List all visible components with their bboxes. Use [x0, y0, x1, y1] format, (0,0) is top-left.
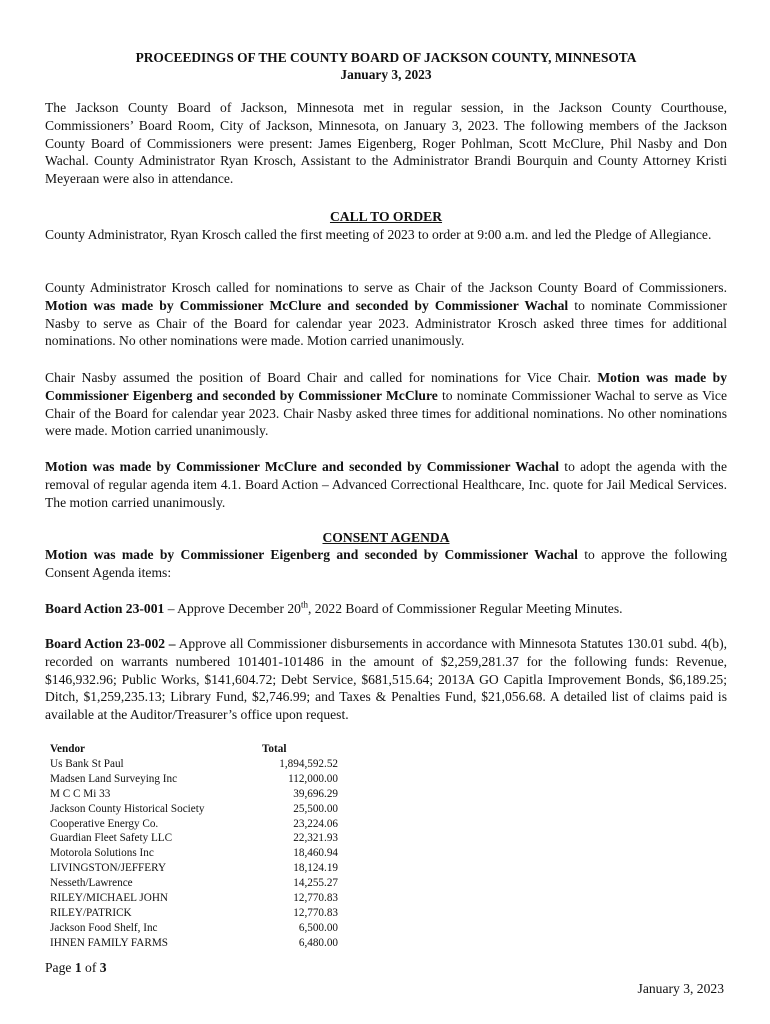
vendor-cell: Madsen Land Surveying Inc	[50, 772, 178, 785]
total-cell: 12,770.83	[293, 892, 338, 905]
board-action-001-rest: , 2022 Board of Commissioner Regular Meeting Minutes.	[308, 601, 623, 616]
total-cell: 6,500.00	[298, 921, 338, 934]
total-cell: 22,321.93	[293, 832, 338, 845]
chair-motion: Motion was made by Commissioner McClure and seconded by Commissioner Wachal	[45, 297, 569, 313]
consent-motion: Motion was made by Commissioner Eigenberg and seconded by Commissioner Wachal	[45, 547, 578, 562]
consent-agenda-heading: CONSENT AGENDA	[322, 530, 450, 545]
agenda-motion: Motion was made by Commissioner McClure and seconded by Commissioner Wachal	[45, 459, 560, 474]
total-cell: 39,696.29	[293, 787, 338, 800]
chair-nomination-paragraph	[45, 279, 727, 350]
table-row	[50, 802, 338, 817]
board-action-002-label: Board Action 23-002 –	[45, 636, 176, 651]
table-row	[50, 861, 338, 876]
vendor-cell: IHNEN FAMILY FARMS	[50, 936, 169, 949]
board-action-002-text: Approve all Commissioner disbursements in accordance with Minnesota Statutes 130.01 subd. 4(b), recorded on warrants numbered 101401-101486 in the amount of $2,259,281.37 for the following funds: Revenue, $146,932.96; Public Works, $141,604.72; Debt Service, $681,515.64; 2013A GO Capitla Improvement Bonds, $6,189.25; Ditch, $1,259,235.13; Library Fund, $2,746.99; and Taxes & Penalties Fund, $21,056.68. A detailed list of claims paid is available at the Auditor/Treasurer’s office upon request.	[45, 636, 727, 723]
vendor-cell: Jackson Food Shelf, Inc	[50, 921, 158, 934]
total-cell: 1,894,592.52	[279, 757, 338, 770]
table-row	[50, 936, 338, 951]
total-cell: 6,480.00	[298, 936, 338, 949]
table-row	[50, 891, 338, 906]
vendor-cell: Guardian Fleet Safety LLC	[50, 832, 173, 845]
total-header-label: Total	[262, 743, 287, 755]
document-title-block	[45, 49, 727, 83]
agenda-motion-rest: to adopt the agenda with the removal of regular agenda item 4.1. Board Action – Advanced Correctional Healthcare, Inc. quote for Jail Medical Services. The motion carried unanimously.	[45, 459, 727, 510]
total-cell: 112,000.00	[288, 772, 338, 785]
table-row	[50, 831, 338, 846]
page-of: of	[81, 960, 100, 975]
vice-chair-paragraph	[45, 369, 727, 440]
total-cell: 18,124.19	[293, 862, 338, 875]
vendor-cell: RILEY/PATRICK	[50, 906, 132, 919]
table-row	[50, 787, 338, 802]
page-current: 1	[74, 960, 82, 975]
vice-chair-rest: to nominate Commissioner Wachal to serve as Vice Chair of the Board for calendar year 2023. Chair Nasby asked three times for additional nominations. No other nominations were made. Motion carried unanimously.	[45, 387, 727, 439]
board-action-001-text: – Approve December 20	[164, 601, 301, 616]
footer-date: January 3, 2023	[637, 981, 724, 996]
table-row	[50, 876, 338, 891]
total-column-header	[262, 742, 338, 757]
total-cell: 18,460.94	[293, 847, 338, 860]
total-cell: 12,770.83	[293, 906, 338, 919]
table-row	[50, 817, 338, 832]
total-cell: 23,224.06	[293, 817, 338, 830]
call-to-order-paragraph: County Administrator, Ryan Krosch called the first meeting of 2023 to order at 9:00 a.m. and led the Pledge of Allegiance.	[45, 227, 712, 242]
vendor-cell: Us Bank St Paul	[50, 757, 124, 770]
intro-paragraph: The Jackson County Board of Jackson, Minnesota met in regular session, in the Jackson County Courthouse, Commissioners’ Board Room, City of Jackson, Minnesota, on January 3, 2023. The following members of the Jackson County Board of Commissioners were present: James Eigenberg, Roger Pohlman, Scott McClure, Phil Nasby and Don Wachal. County Administrator Ryan Krosch, Assistant to the Administrator Brandi Bourquin and County Attorney Kristi Meyeraan were also in attendance.	[45, 100, 727, 187]
call-to-order-heading: CALL TO ORDER	[329, 209, 443, 224]
page-total: 3	[99, 960, 107, 975]
board-action-001-sup: th	[300, 599, 308, 610]
vendor-column-header: Vendor	[50, 743, 86, 755]
chair-nomination-rest: to nominate Commissioner Nasby to serve as Chair of the Board for calendar year 2023. Administrator Krosch asked three times for additional nominations. No other nominations were made. Motion carried unanimously.	[45, 297, 727, 349]
table-row	[50, 757, 338, 772]
chair-nomination-intro: County Administrator Krosch called for nominations to serve as Chair of the Jackson County Board of Commissioners.	[45, 280, 727, 295]
total-cell: 25,500.00	[293, 802, 338, 815]
board-action-001	[45, 600, 727, 618]
vendor-cell: LIVINGSTON/JEFFERY	[50, 862, 167, 875]
consent-motion-rest: to approve the following Consent Agenda items:	[45, 547, 728, 580]
table-row	[50, 846, 338, 861]
page-label: Page	[45, 960, 75, 975]
page-number	[45, 960, 107, 976]
document-date: January 3, 2023	[340, 67, 432, 82]
vice-chair-motion: Motion was made by Commissioner Eigenberg and seconded by Commissioner McClure	[45, 370, 728, 403]
board-action-002	[45, 635, 727, 724]
claims-body	[50, 757, 338, 951]
table-row	[50, 906, 338, 921]
agenda-motion-paragraph	[45, 458, 727, 511]
claims-header-row	[50, 742, 338, 757]
table-row	[50, 921, 338, 936]
claims-table	[50, 742, 338, 951]
vendor-cell: M C C Mi 33	[50, 787, 111, 800]
vendor-cell: Jackson County Historical Society	[50, 802, 205, 815]
total-cell: 14,255.27	[293, 877, 338, 890]
document-title: PROCEEDINGS OF THE COUNTY BOARD OF JACKSON COUNTY, MINNESOTA	[135, 50, 637, 65]
table-row	[50, 772, 338, 787]
vendor-cell: Motorola Solutions Inc	[50, 847, 154, 860]
board-action-001-label: Board Action 23-001	[45, 601, 165, 616]
vendor-cell: Nesseth/Lawrence	[50, 877, 133, 890]
vendor-cell: Cooperative Energy Co.	[50, 817, 159, 830]
vendor-cell: RILEY/MICHAEL JOHN	[50, 892, 168, 905]
vice-chair-intro: Chair Nasby assumed the position of Board Chair and called for nominations for Vice Chair.	[45, 370, 598, 385]
consent-motion-paragraph	[45, 546, 727, 582]
